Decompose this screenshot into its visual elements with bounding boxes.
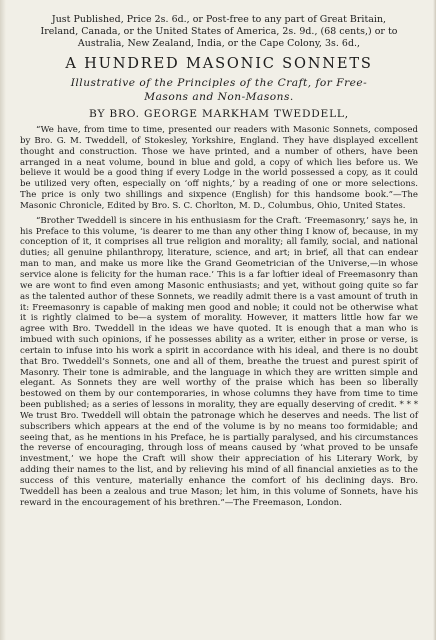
review-text bbox=[20, 125, 418, 509]
price-line-3: Australia, New Zealand, India, or the Cape Colony, 3s. 6d., bbox=[77, 38, 361, 49]
author-line: BY BRO. GEORGE MARKHAM TWEDDELL, bbox=[89, 108, 349, 120]
book-subtitle bbox=[20, 76, 418, 104]
review-masonic-chronicle: “We have, from time to time, presented our readers with Masonic Sonnets, composed by Bro. G. M. Tweddell, of Stokesley, Yorkshire, England. They have displayed excellent thought and construction. Those we have printed, and a number of others, have been arranged in a neat volume, bound in blue and gold, a copy of which lies before us. We believe it would be a good thing if every Lodge in the world possessed a copy, as it could be utilized very often, especially on ‘off nights,’ by a reading of one or more selections. The price is only two shillings and sixpence (English) for this handsome book.”—The Masonic Chronicle, Edited by Bro. S. C. Chorlton, M. D., Columbus, Ohio, United States. bbox=[20, 125, 418, 211]
price-line-1: Just Published, Price 2s. 6d., or Post-free to any part of Great Britain, bbox=[51, 14, 387, 25]
subtitle-line-1: Illustrative of the Principles of the Craft, for Free- bbox=[70, 77, 368, 89]
book-title: A HUNDRED MASONIC SONNETS bbox=[65, 55, 373, 72]
price-line-2: Ireland, Canada, or the United States of America, 2s. 9d., (68 cents,) or to bbox=[40, 26, 398, 37]
price-notice bbox=[20, 14, 418, 50]
review-the-freemason: “Brother Tweddell is sincere in his enthusiasm for the Craft. ‘Freemasonry,’ says he, in his Preface to this volume, ‘is dearer to me than any other thing I know of, because, in my conception of it, it comprises all true religion and morality; all family, social, and national duties; all genuine philanthropy, literature, science, and art; in brief, all that can endear man to man, and make us more like the Grand Geometrician of the Universe,—in whose service alone is felicity for the human race.’ This is a far loftier ideal of Freemasonry than we are wont to find even among Masonic enthusiasts; and yet, without going quite so far as the talented author of these Sonnets, we readily admit there is a vast amount of truth in it: Freemasonry is capable of making men good and noble; it could not be otherwise what it is rightly claimed to be—a system of morality. However, it matters little how far we agree with Bro. Tweddell in the ideas we have quoted. It is enough that a man who is imbued with such opinions, if he possesses ability as a writer, either in prose or verse, is certain to infuse into his work a spirit in accordance with his ideal, and there is no doubt that Bro. Tweddell’s Sonnets, one and all of them, breathe the truest and purest spirit of Masonry. Their tone is admirable, and the language in which they are written simple and elegant. As Sonnets they are well worthy of the praise which has been so liberally bestowed on them by our contemporaries, in whose columns they have from time to time been published; as a series of lessons in morality, they are equally deserving of credit. * * * We trust Bro. Tweddell will obtain the patronage which he deserves and needs. The list of subscribers which appears at the end of the volume is by no means too formidable; and seeing that, as he mentions in his Preface, he is partially paralysed, and his circumstances the reverse of encouraging, through loss of means caused by ‘what proved to be unsafe investment,’ we hope the Craft will show their appreciation of his Literary Work, by adding their names to the list, and by relieving his mind of all financial anxieties as to the success of this venture, materially enhance the comfort of his declining days. Bro. Tweddell has been a zealous and true Mason; let him, in this volume of Sonnets, have his reward in the encouragement of his brethren.”—The Freemason, London. bbox=[20, 215, 418, 508]
subtitle-line-2: Masons and Non-Masons. bbox=[144, 91, 294, 103]
